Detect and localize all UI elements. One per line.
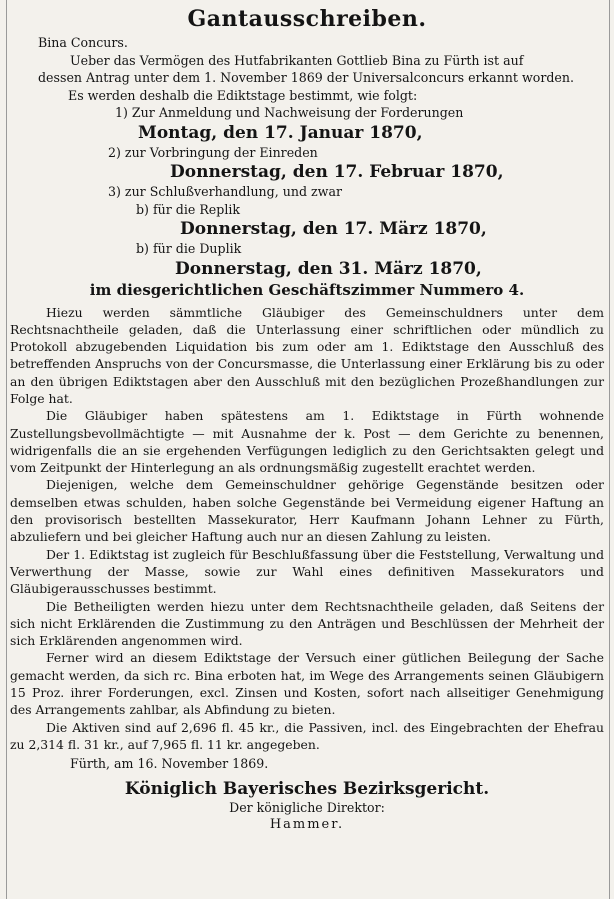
item3-replik-date: Donnerstag, den 17. März 1870, <box>180 219 487 239</box>
item1-date: Montag, den 17. Januar 1870, <box>138 122 423 143</box>
item3-label: 3) zur Schlußverhandlung, und zwar <box>108 184 342 199</box>
left-border-line <box>6 0 7 899</box>
place-and-date: Fürth, am 16. November 1869. <box>70 756 269 772</box>
case-line: Bina Concurs. <box>38 35 128 50</box>
item3-duplik-date: Donnerstag, den 31. März 1870, <box>175 258 482 279</box>
intro-line-1: Ueber das Vermögen des Hutfabrikanten Gottlieb Bina zu Fürth ist auf <box>70 52 524 68</box>
paragraph-first-hearing: Der 1. Ediktstag ist zugleich für Beschlußfassung über die Feststellung, Verwaltung und Verwerthung der Masse, sowie zur Wahl eines definitiven Massekurators und Gläubigerausschusses bestimmt. <box>10 546 604 597</box>
paragraph-delivery-agents: Die Gläubiger haben spätestens am 1. Ediktstage in Fürth wohnende Zustellungsbevollmächtigte — mit Ausnahme der k. Post — dem Gerichte zu benennen, widrigenfalls die an sie ergehenden Verfügungen lediglich zu den Gerichtsakten gelegt und vom Zeitpunkt der Hinterlegung an als ordnungsmäßig zugestellt erachtet werden. <box>10 408 604 476</box>
intro-line-3: Es werden deshalb die Ediktstage bestimmt, wie folgt: <box>68 87 418 103</box>
item2-date: Donnerstag, den 17. Februar 1870, <box>170 162 504 182</box>
court-name: Königlich Bayerisches Bezirksgericht. <box>124 779 490 800</box>
paragraph-settlement-offer: Ferner wird an diesem Ediktstage der Versuch einer gütlichen Beilegung der Sache gemacht werden, da sich rc. Bina erboten hat, im Wege des Arrangements seinen Gläubigern 15 Proz. ihrer Forderungen, excl. Zinsen und Kosten, sofort nach allseitiger Genehmigung des Arrangements zahlbar, als Abfindung zu bieten. <box>10 650 604 718</box>
director-title: Der königliche Direktor: <box>229 800 385 816</box>
meeting-room: im diesgerichtlichen Geschäftszimmer Nummero 4. <box>89 280 525 299</box>
item2-label: 2) zur Vorbringung der Einreden <box>108 144 318 160</box>
item1-label: 1) Zur Anmeldung und Nachweisung der Forderungen <box>115 105 464 120</box>
paragraph-creditors-summons: Hiezu werden sämmtliche Gläubiger des Gemeinschuldners unter dem Rechtsnachtheile geladen, daß die Unterlassung einer schriftlichen oder mündlich zu Protokoll abzugebenden Liquidation bis zum oder am 1. Ediktstage den Ausschluß des betreffenden Anspruchs von der Concursmasse, die Unterlassung einer Erklärung bis zu oder an den übrigen Ediktstagen aber den Ausschluß mit den bezüglichen Prozeßhandlungen zur Folge hat. <box>10 304 604 406</box>
notice-title: Gantausschreiben. <box>187 6 427 32</box>
item3-replik-label: b) für die Replik <box>136 201 241 217</box>
intro-line-2: dessen Antrag unter dem 1. November 1869 der Universalconcurs erkannt worden. <box>38 70 574 85</box>
item3-duplik-label: b) für die Duplik <box>136 241 242 256</box>
paragraph-debtors-obligations: Diejenigen, welche dem Gemeinschuldner gehörige Gegenstände besitzen oder demselben etwas schulden, haben solche Gegenstände bei Vermeidung eigener Haftung an den provisorisch bestellten Massekurator, Herr Kaufmann Johann Lehner zu Fürth, abzuliefern und bei gleicher Haftung auch nur an diesen Zahlung zu leisten. <box>10 477 604 545</box>
right-border-line <box>609 0 610 899</box>
paragraph-assets-liabilities: Die Aktiven sind auf 2,696 fl. 45 kr., die Passiven, incl. des Eingebrachten der Ehefrau zu 2,314 fl. 31 kr., auf 7,965 fl. 11 kr. angegeben. <box>10 719 604 752</box>
paragraph-parties-summons: Die Betheiligten werden hiezu unter dem Rechtsnachtheile geladen, daß Seitens der sich nicht Erklärenden die Zustimmung zu den Anträgen und Beschlüssen der Mehrheit der sich Erklärenden angenommen wird. <box>10 598 604 649</box>
director-signature: Hammer. <box>269 817 345 833</box>
